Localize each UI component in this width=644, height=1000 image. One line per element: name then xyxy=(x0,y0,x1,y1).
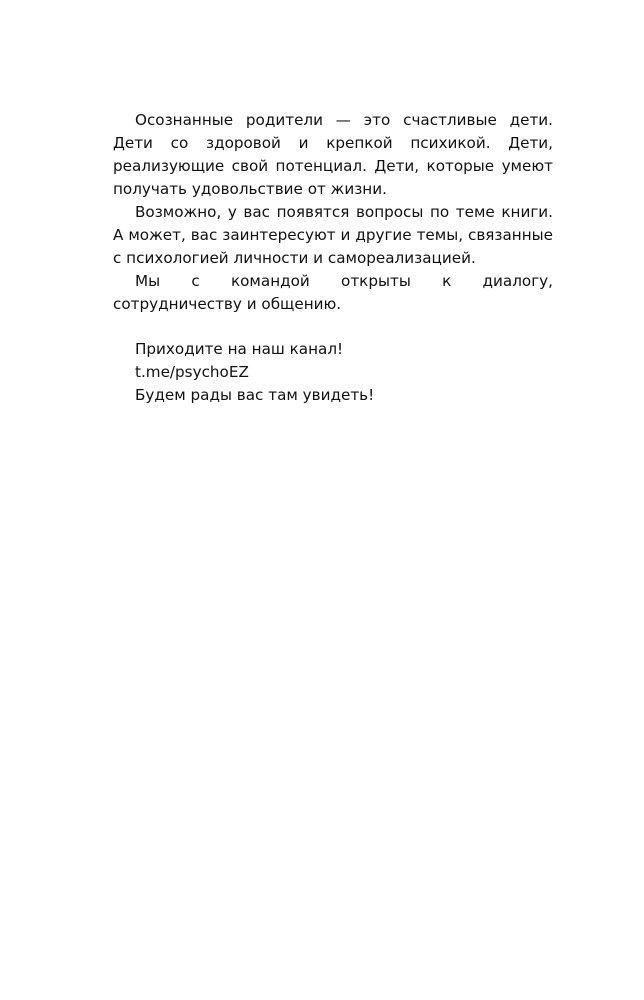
channel-link[interactable]: t.me/psychoEZ xyxy=(135,363,249,381)
paragraph-conscious-parents: Осознанные родители — это счастливые дети. Дети со здоровой и крепкой психикой. Дети, реализующие свой потенциал. Дети, которые умеют получать удовольствие от жизни. xyxy=(113,111,553,198)
paragraph-questions: Возможно, у вас появятся вопросы по теме книги. А может, вас заинтересуют и другие темы, связанные с психологией личности и самореализацией. xyxy=(113,203,553,267)
paragraph-spacer xyxy=(113,316,553,338)
channel-invite: Приходите на наш канал! xyxy=(135,340,344,358)
page-text xyxy=(113,109,553,407)
paragraph-team: Мы с командой открыты к диалогу, сотрудничеству и общению. xyxy=(113,272,553,313)
farewell-line: Будем рады вас там увидеть! xyxy=(135,386,375,404)
